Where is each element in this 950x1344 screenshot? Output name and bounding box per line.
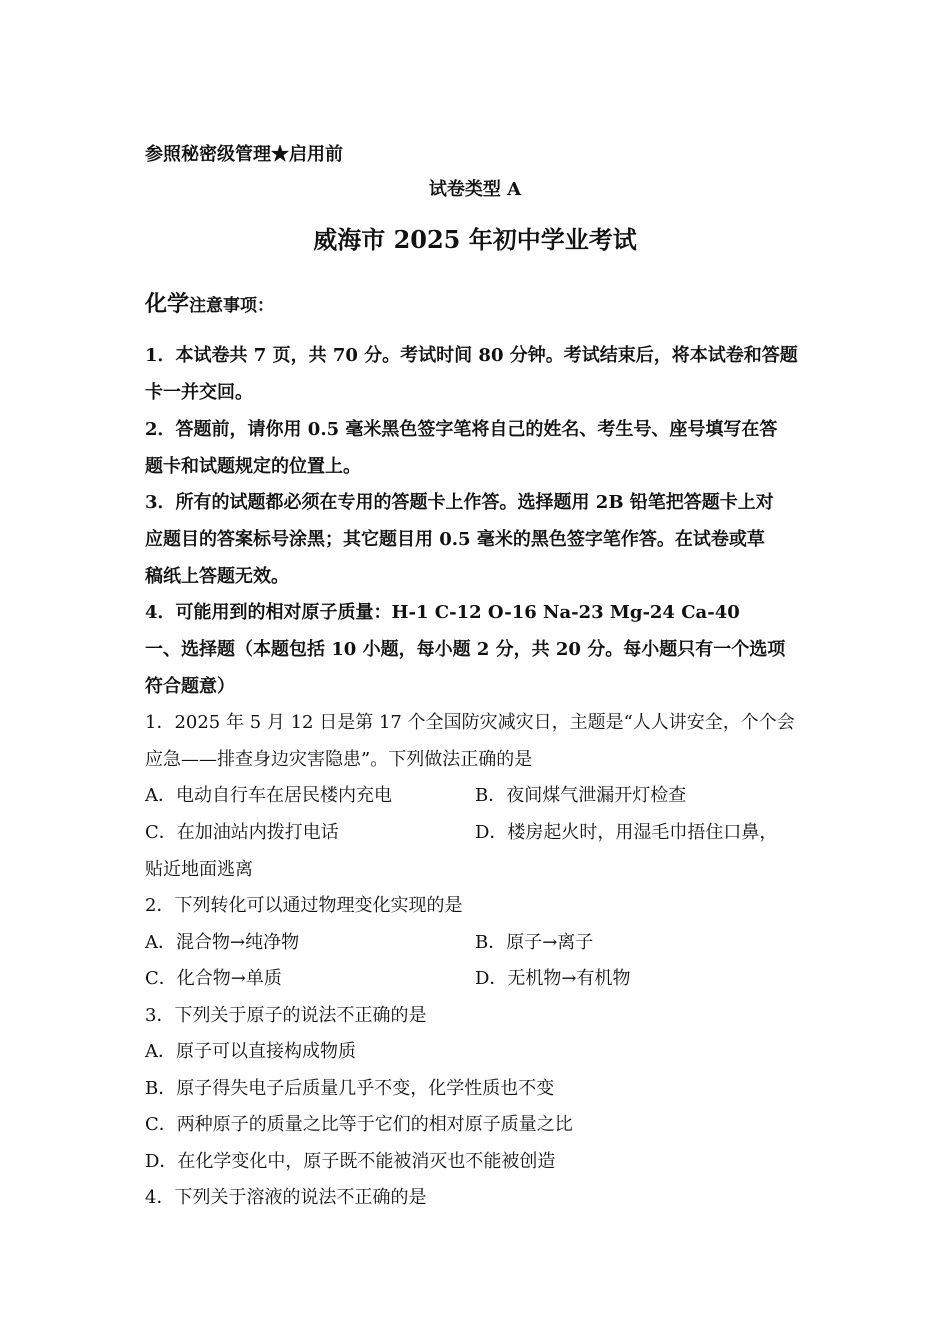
option-d: D．楼房起火时，用湿毛巾捂住口鼻， xyxy=(475,822,778,843)
section-heading-cont: 符合题意） xyxy=(145,676,235,697)
question-stem: 2．下列转化可以通过物理变化实现的是 xyxy=(145,895,463,916)
note-line: 1．本试卷共 7 页，共 70 分。考试时间 80 分钟。考试结束后，将本试卷和答题 xyxy=(145,345,798,366)
option-c: C．化合物→单质 xyxy=(145,968,282,989)
note-line: 应题目的答案标号涂黑；其它题目用 0.5 毫米的黑色签字笔作答。在试卷或草 xyxy=(145,529,765,550)
option-a: A．电动自行车在居民楼内充电 xyxy=(145,785,392,806)
note-line: 稿纸上答题无效。 xyxy=(145,566,289,587)
option-b: B．夜间煤气泄漏开灯检查 xyxy=(475,785,687,806)
note-line: 3．所有的试题都必须在专用的答题卡上作答。选择题用 2B 铅笔把答题卡上对 xyxy=(145,492,774,513)
note-line: 4．可能用到的相对原子质量：H-1 C-12 O-16 Na-23 Mg-24 Ca-40 xyxy=(145,602,740,623)
paper-type: 试卷类型 A xyxy=(428,179,522,200)
note-line: 题卡和试题规定的位置上。 xyxy=(145,456,361,477)
note-line: 卡一并交回。 xyxy=(145,382,253,403)
option-a: A．原子可以直接构成物质 xyxy=(145,1041,356,1062)
option-b: B．原子得失电子后质量几乎不变，化学性质也不变 xyxy=(145,1078,555,1099)
question-stem: 4．下列关于溶液的说法不正确的是 xyxy=(145,1187,427,1208)
option-d: D．在化学变化中，原子既不能被消灭也不能被创造 xyxy=(145,1151,556,1172)
option-c: C．两种原子的质量之比等于它们的相对原子质量之比 xyxy=(145,1114,573,1135)
option-d: D．无机物→有机物 xyxy=(475,968,631,989)
subject-name: 化学 xyxy=(145,291,190,317)
option-c: C．在加油站内拨打电话 xyxy=(145,822,339,843)
page-title: 威海市 2025 年初中学业考试 xyxy=(313,225,637,254)
note-line: 2．答题前，请你用 0.5 毫米黑色签字笔将自己的姓名、考生号、座号填写在答 xyxy=(145,419,778,440)
option-d-cont: 贴近地面逃离 xyxy=(145,859,253,880)
question-stem: 应急——排查身边灾害隐患”。下列做法正确的是 xyxy=(145,749,533,770)
question-stem: 3．下列关于原子的说法不正确的是 xyxy=(145,1005,427,1026)
section-heading: 一、选择题（本题包括 10 小题，每小题 2 分，共 20 分。每小题只有一个选项 xyxy=(145,639,786,660)
notes-label: 注意事项： xyxy=(189,296,275,316)
subject-heading xyxy=(145,292,274,318)
classification-label: 参照秘密级管理★启用前 xyxy=(145,144,343,165)
option-b: B．原子→离子 xyxy=(475,932,594,953)
question-stem: 1．2025 年 5 月 12 日是第 17 个全国防灾减灾日，主题是“人人讲安全，个个会 xyxy=(145,712,795,733)
option-a: A．混合物→纯净物 xyxy=(145,932,300,953)
